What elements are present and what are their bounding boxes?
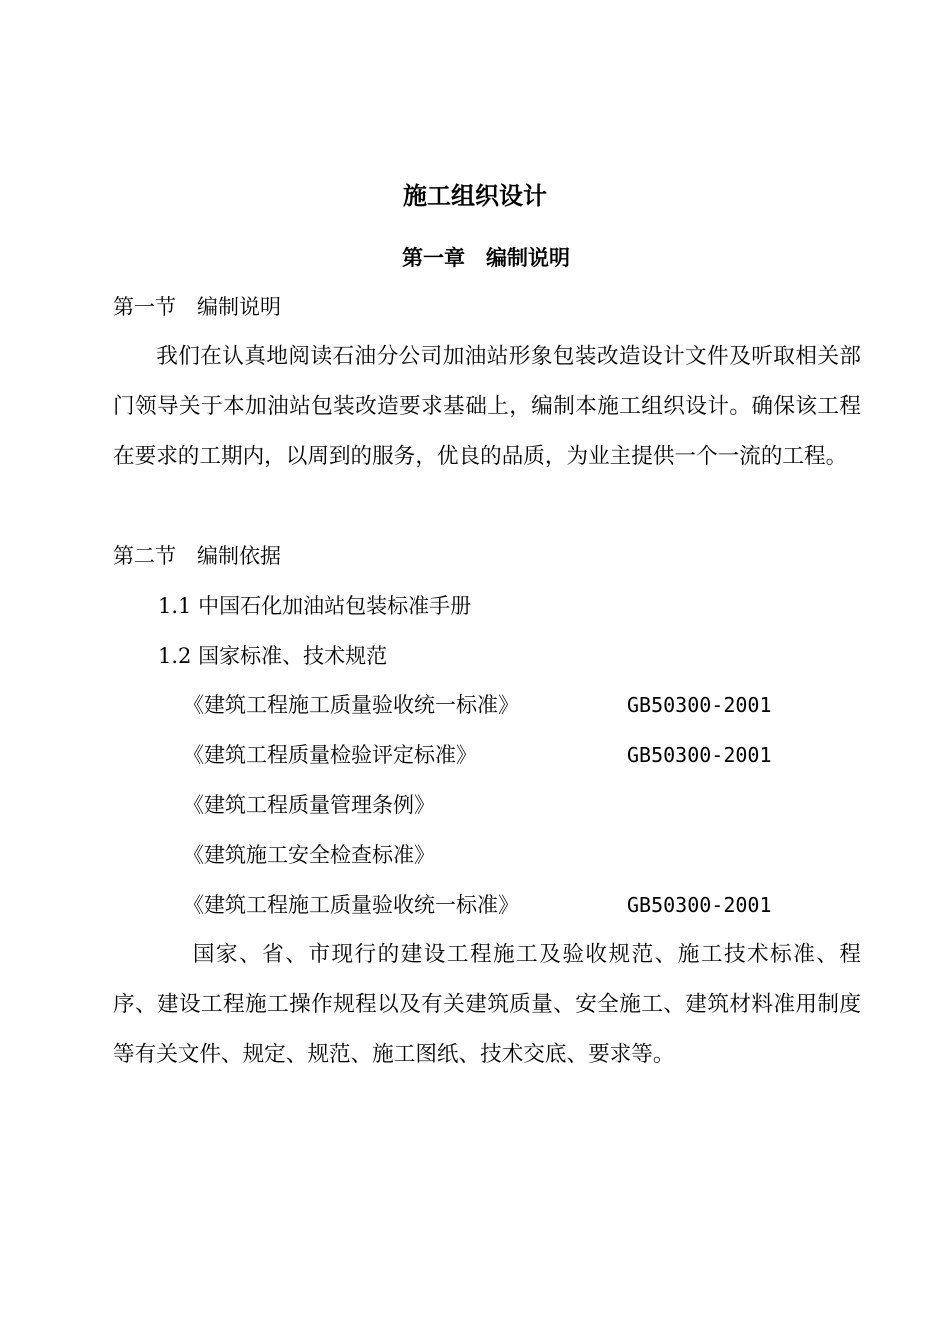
standard-code: GB50300-2001 — [627, 693, 772, 717]
basis-item-2: 1.2 国家标准、技术规范 — [158, 644, 388, 668]
section-heading-1: 第一节 编制说明 — [113, 295, 281, 319]
standard-name: 《建筑工程质量管理条例》 — [183, 793, 435, 817]
section-1-body: 我们在认真地阅读石油分公司加油站形象包装改造设计文件及听取相关部门领导关于本加油站包装改造要求基础上，编制本施工组织设计。确保该工程在要求的工期内，以周到的服务，优良的品质，为业主提供一个一流的工程。 — [113, 344, 861, 469]
standard-name: 《建筑工程施工质量验收统一标准》 — [183, 893, 519, 917]
standard-name: 《建筑施工安全检查标准》 — [183, 843, 435, 867]
standard-code: GB50300-2001 — [627, 893, 772, 917]
standard-name: 《建筑工程质量检验评定标准》 — [183, 743, 477, 767]
closing-paragraph: 国家、省、市现行的建设工程施工及验收规范、施工技术标准、程序、建设工程施工操作规程以及有关建筑质量、安全施工、建筑材料准用制度等有关文件、规定、规范、施工图纸、技术交底、要求等。 — [113, 942, 861, 1067]
chapter-heading: 第一章 编制说明 — [402, 246, 570, 270]
section-heading-2: 第二节 编制依据 — [113, 544, 281, 568]
standard-name: 《建筑工程施工质量验收统一标准》 — [183, 693, 519, 717]
document-title: 施工组织设计 — [403, 182, 547, 210]
standard-code: GB50300-2001 — [627, 743, 772, 767]
basis-item-1: 1.1 中国石化加油站包装标准手册 — [158, 594, 472, 618]
